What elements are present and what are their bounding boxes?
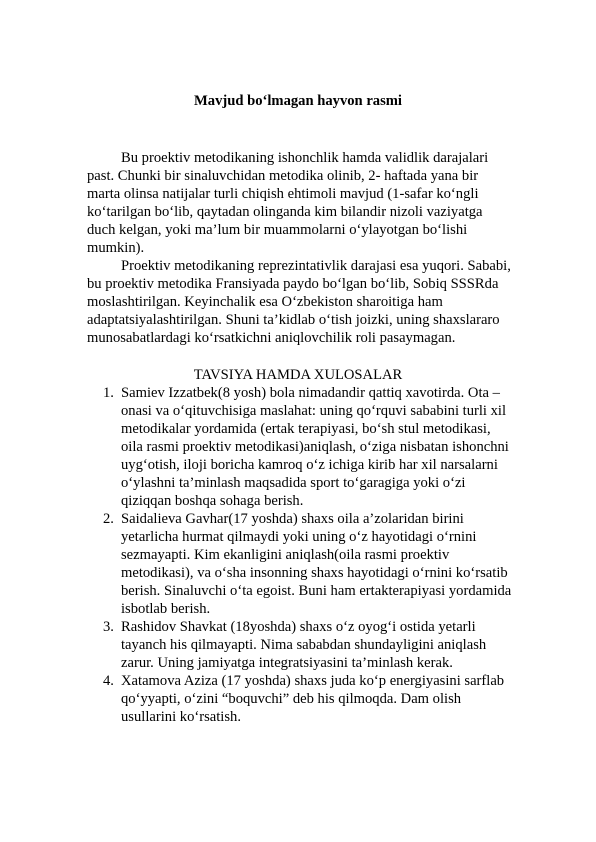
list-item-line: oila rasmi proektiv metodikasi)aniqlash, o‘ziga nisbatan ishonchni	[121, 439, 509, 455]
paragraph-line: Bu proektiv metodikaning ishonchlik hamda validlik darajalari	[121, 150, 489, 166]
paragraph-line: ko‘tarilgan bo‘lib, qaytadan olinganda kim bilandir nizoli vaziyatga	[87, 204, 483, 220]
list-item-line: isbotlab berish.	[121, 601, 211, 617]
paragraph-line: Proektiv metodikaning reprezintativlik darajasi esa yuqori. Sababi,	[121, 258, 511, 274]
list-item-line: o‘ylashni ta’minlash maqsadida sport to‘garagiga yoki o‘zi	[121, 475, 466, 491]
paragraph-line: marta olinsa natijalar turli chiqish ehtimoli mavjud (1-safar ko‘ngli	[87, 186, 479, 202]
list-item-number: 3.	[103, 619, 114, 635]
paragraph-line: bu proektiv metodika Fransiyada paydo bo‘lgan bo‘lib, Sobiq SSSRda	[87, 276, 499, 292]
list-item-line: qiziqqan boshqa sohaga berish.	[121, 493, 304, 509]
list-item-line: sezmayapti. Kim ekanligini aniqlash(oila rasmi proektiv	[121, 547, 450, 563]
list-item-number: 1.	[103, 385, 114, 401]
section-heading: TAVSIYA HAMDA XULOSALAR	[193, 367, 403, 383]
paragraph-line: past. Chunki bir sinaluvchidan metodika olinib, 2- haftada yana bir	[87, 168, 479, 184]
list-item-line: uyg‘otish, iloji boricha kamroq o‘z ichiga kirib har xil narsalarni	[121, 457, 498, 473]
list-item-line: metodikasi), va o‘sha insonning shaxs hayotidagi o‘rnini ko‘rsatib	[121, 565, 508, 581]
list-item-line: zarur. Uning jamiyatga integratsiyasini ta’minlash kerak.	[121, 655, 453, 671]
paragraph-line: adaptatsiyalashtirilgan. Shuni ta’kidlab o‘tish joizki, uning shaxslararo	[87, 312, 500, 328]
list-item-line: qo‘yyapti, o‘zini “boquvchi” deb his qilmoqda. Dam olish	[121, 691, 462, 707]
list-item-line: berish. Sinaluvchi o‘ta egoist. Buni ham ertakterapiyasi yordamida	[121, 583, 512, 599]
paragraph-line: mumkin).	[87, 240, 145, 256]
list-item-line: yetarlicha hurmat qilmaydi yoki uning o‘z hayotidagi o‘rnini	[121, 529, 477, 545]
paragraph-line: duch kelgan, yoki ma’lum bir muammolarni o‘ylayotgan bo‘lishi	[87, 222, 468, 238]
list-item-line: Samiev Izzatbek(8 yosh) bola nimadandir qattiq xavotirda. Ota –	[121, 385, 500, 401]
list-item-line: Xatamova Aziza (17 yoshda) shaxs juda ko‘p energiyasini sarflab	[121, 673, 505, 689]
list-item-number: 4.	[103, 673, 114, 689]
list-item-line: tayanch his qilmayapti. Nima sababdan shundayligini aniqlash	[121, 637, 487, 653]
paragraph-line: munosabatlardagi ko‘rsatkichni aniqlovchilik roli pasaymagan.	[87, 330, 456, 346]
list-item-number: 2.	[103, 511, 114, 527]
list-item-line: Saidalieva Gavhar(17 yoshda) shaxs oila a’zolaridan birini	[121, 511, 464, 527]
list-item-line: Rashidov Shavkat (18yoshda) shaxs o‘z oyog‘i ostida yetarli	[121, 619, 476, 635]
paragraph-line: moslashtirilgan. Keyinchalik esa O‘zbekiston sharoitiga ham	[87, 294, 443, 310]
document-title: Mavjud bo‘lmagan hayvon rasmi	[194, 93, 402, 109]
list-item-line: usullarini ko‘rsatish.	[121, 709, 241, 725]
list-item-line: onasi va o‘qituvchisiga maslahat: uning qo‘rquvi sababini turli xil	[121, 403, 507, 419]
list-item-line: metodikalar yordamida (ertak terapiyasi, bo‘sh stul metodikasi,	[121, 421, 491, 437]
